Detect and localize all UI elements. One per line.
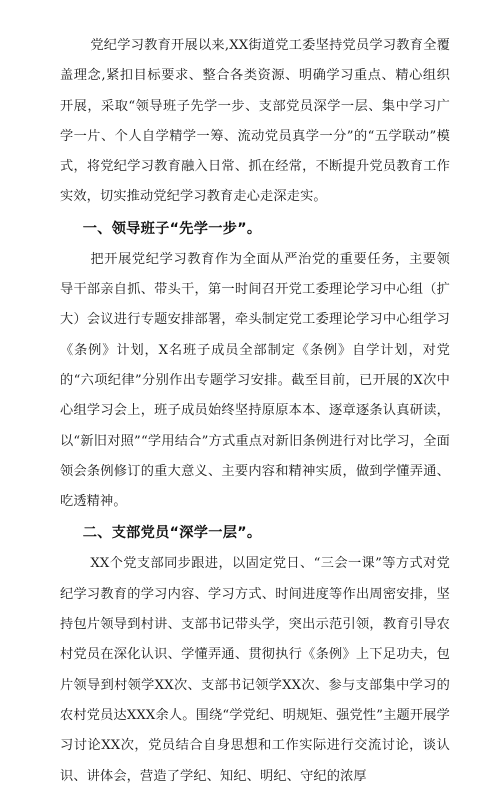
section-heading-branch-members: 二、支部党员“深学一层”。 — [82, 525, 262, 542]
intro-paragraph: 党纪学习教育开展以来,XX街道党工委坚持党员学习教育全覆盖理念,紧扣目标要求、整合各类资源、明确学习重点、精心组织开展，采取“领导班子先学一步、支部党员深学一层、集中学习广学一片、个人自学精学一筹、流动党员真学一分”的“五学联动”模式，将党纪学习教育融入日常、抓在经常，不断提升党员教育工作实效，切实推动党纪学习教育走心走深走实。 — [60, 38, 450, 205]
section-heading-leadership: 一、领导班子“先学一步”。 — [82, 220, 262, 237]
section-body-branch-members: XX个党支部同步跟进，以固定党日、“三会一课”等方式对党纪学习教育的学习内容、学习方式、时间进度等作出周密安排，坚持包片领导到村讲、支部书记带头学，突出示范引领，教育引导农村党员在深化认识、学懂弄通、贯彻执行《条例》上下足功夫，包片领导到村领学XX次、支部书记领学XX次、参与支部集中学习的农村党员达XXX余人。围绕“学党纪、明规矩、强党性”主题开展学习讨论XX次，党员结合自身思想和工作实际进行交流讨论，谈认识、讲体会，营造了学纪、知纪、明纪、守纪的浓厚 — [60, 556, 450, 784]
section-body-leadership: 把开展党纪学习教育作为全面从严治党的重要任务，主要领导干部亲自抓、带头干，第一时间召开党工委理论学习中心组（扩大）会议进行专题安排部署，牵头制定党工委理论学习中心组学习《条例》计划，X名班子成员全部制定《条例》自学计划，对党的“六项纪律”分别作出专题学习安排。截至目前，已开展的X次中心组学习会上，班子成员始终坚持原原本本、逐章逐条认真研读，以“新旧对照”“学用结合”方式重点对新旧条例进行对比学习，全面领会条例修订的重大意义、主要内容和精神实质，做到学懂弄通、吃透精神。 — [60, 251, 450, 510]
